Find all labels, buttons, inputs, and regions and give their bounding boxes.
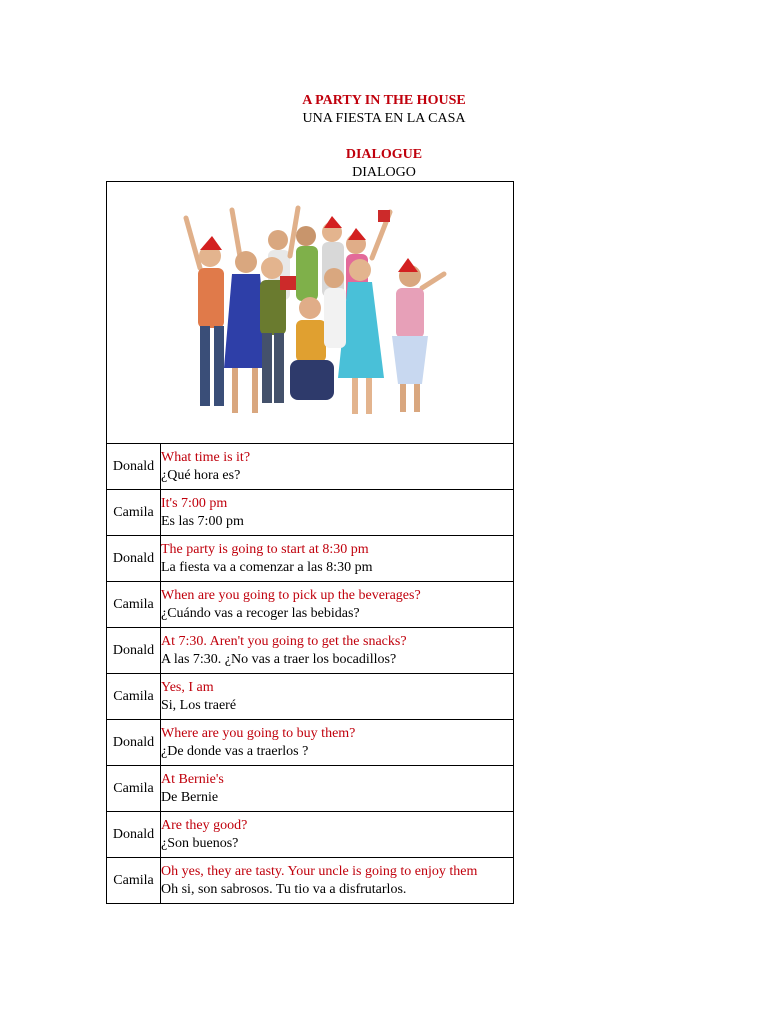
dialogue-row — [107, 812, 514, 858]
spanish-line: ¿Cuándo vas a recoger las bebidas? — [161, 605, 360, 621]
english-line: At Bernie's — [161, 771, 224, 787]
dialogue-lines — [161, 812, 514, 858]
dialogue-lines — [161, 674, 514, 720]
party-group-photo — [160, 198, 460, 428]
photo-row — [107, 182, 514, 444]
english-line: Oh yes, they are tasty. Your uncle is going to enjoy them — [161, 863, 478, 879]
speaker-name: Donald — [107, 720, 161, 766]
dialogue-row — [107, 628, 514, 674]
english-line: Where are you going to buy them? — [161, 725, 356, 741]
dialogue-row — [107, 720, 514, 766]
dialogue-lines — [161, 582, 514, 628]
dialogue-row — [107, 582, 514, 628]
dialogue-row — [107, 490, 514, 536]
dialogue-lines — [161, 858, 514, 904]
section-title: DIALOGUE — [345, 147, 423, 162]
english-line: The party is going to start at 8:30 pm — [161, 541, 369, 557]
english-line: Are they good? — [161, 817, 248, 833]
speaker-name: Donald — [107, 812, 161, 858]
speaker-name: Donald — [107, 536, 161, 582]
english-line: Yes, I am — [161, 679, 214, 695]
speaker-name: Camila — [107, 766, 161, 812]
dialogue-lines — [161, 444, 514, 490]
spanish-line: La fiesta va a comenzar a las 8:30 pm — [161, 559, 373, 575]
page-title-translation: UNA FIESTA EN LA CASA — [302, 111, 466, 126]
spanish-line: ¿De donde vas a traerlos ? — [161, 743, 309, 759]
english-line: What time is it? — [161, 449, 251, 465]
page-title: A PARTY IN THE HOUSE — [302, 93, 466, 108]
photo-cell — [107, 182, 514, 444]
gift-box — [280, 276, 296, 290]
speaker-name: Camila — [107, 490, 161, 536]
dialogue-lines — [161, 720, 514, 766]
speaker-name: Donald — [107, 444, 161, 490]
dialogue-lines — [161, 766, 514, 812]
dialogue-table — [106, 181, 514, 904]
dialogue-row — [107, 536, 514, 582]
speaker-name: Camila — [107, 582, 161, 628]
english-line: At 7:30. Aren't you going to get the snacks? — [161, 633, 407, 649]
spanish-line: Oh si, son sabrosos. Tu tio va a disfrutarlos. — [161, 881, 407, 897]
spanish-line: Es las 7:00 pm — [161, 513, 244, 529]
speaker-name: Camila — [107, 858, 161, 904]
dialogue-row — [107, 858, 514, 904]
english-line: When are you going to pick up the beverages? — [161, 587, 421, 603]
spanish-line: A las 7:30. ¿No vas a traer los bocadillos? — [161, 651, 397, 667]
dialogue-lines — [161, 536, 514, 582]
section-title-translation: DIALOGO — [352, 165, 416, 180]
spanish-line: De Bernie — [161, 789, 219, 805]
dialogue-lines — [161, 490, 514, 536]
english-line: It's 7:00 pm — [161, 495, 228, 511]
gift-box — [378, 210, 390, 222]
dialogue-lines — [161, 628, 514, 674]
spanish-line: ¿Son buenos? — [161, 835, 239, 851]
spanish-line: Si, Los traeré — [161, 697, 237, 713]
speaker-name: Donald — [107, 628, 161, 674]
dialogue-row — [107, 674, 514, 720]
dialogue-row — [107, 766, 514, 812]
speaker-name: Camila — [107, 674, 161, 720]
spanish-line: ¿Qué hora es? — [161, 467, 241, 483]
dialogue-row — [107, 444, 514, 490]
